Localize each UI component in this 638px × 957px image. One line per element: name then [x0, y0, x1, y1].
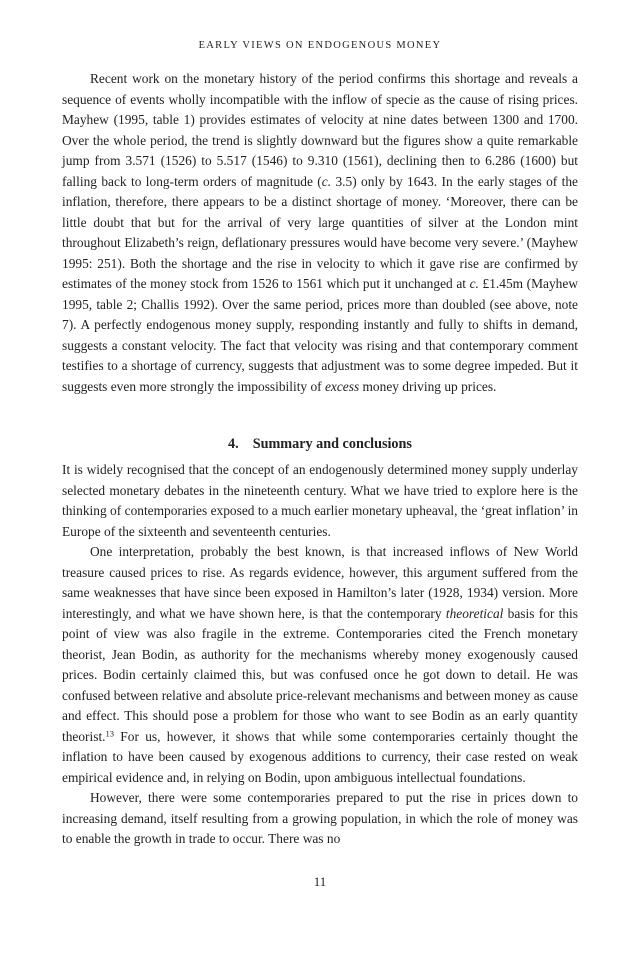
text-run: £1.45m (Mayhew 1995, table 2; Challis 1992). Over the same period, prices more than doubled (see above, note 7). A perfectly endogenous money supply, responding instantly and fully to shifts in demand, suggests a constant velocity. The fact that velocity was rising and that contemporary comment testifies to a shortage of currency, suggests that adjustment was to some degree impeded. But it suggests even more strongly the impossibility of	[62, 276, 578, 394]
conclusions-body	[62, 460, 578, 850]
paragraph-interpretation	[62, 542, 578, 788]
footnote-marker[interactable]: 13	[105, 727, 115, 738]
page	[62, 0, 578, 957]
section-title: Summary and conclusions	[252, 436, 412, 452]
paragraph-intro: It is widely recognised that the concept of an endogenously determined money supply underlay selected monetary debates in the nineteenth century. What we have tried to explore here is the thinking of contemporaries exposed to a much earlier monetary upheaval, the ‘great inflation’ in Europe of the sixteenth and seventeenth centuries.	[62, 462, 578, 539]
text-run: basis for this point of view was also fragile in the extreme. Contemporaries cited the French monetary theorist, Jean Bodin, as authority for the mechanisms whereby money exogenously caused prices. Bodin certainly claimed this, but was confused once he got down to detail. He was confused between relative and absolute price-relevant mechanisms and between money as cause and effect. This should pose a problem for those who want to see Bodin as an early quantity theorist.	[62, 605, 578, 744]
section-number: 4.	[228, 436, 239, 452]
text-run: Recent work on the monetary history of the period confirms this shortage and reveals a sequence of events wholly incompatible with the inflow of specie as the cause of rising prices. Mayhew (1995, table 1) provides estimates of velocity at nine dates between 1300 and 1700. Over the whole period, the trend is slightly downward but the figures show a quite remarkable jump from 3.571 (1526) to 5.517 (1546) to 9.310 (1561), declining then to 6.286 (1600) but falling back to long-term orders of magnitude (	[62, 71, 578, 189]
text-run: money driving up prices.	[359, 378, 497, 394]
section-heading	[62, 436, 578, 453]
page-number: 11	[313, 874, 327, 889]
italic-run: c.	[321, 173, 332, 189]
paragraph-demand: However, there were some contemporaries prepared to put the rise in prices down to increasing demand, itself resulting from a growing population, in which the role of money was to enable the growth in trade to occur. There was no	[62, 790, 578, 846]
text-run: For us, however, it shows that while some contemporaries certainly thought the inflation to have been caused by exogenous additions to currency, their case rested on weak empirical evidence and, in relying on Bodin, upon ambiguous intellectual foundations.	[62, 728, 578, 785]
running-head: EARLY VIEWS ON ENDOGENOUS MONEY	[198, 40, 442, 51]
italic-run: theoretical	[445, 605, 504, 621]
text-run: 3.5) only by 1643. In the early stages of the inflation, therefore, there appears to be a distinct shortage of money. ‘Moreover, there can be little doubt that but for the arrival of very large quantities of silver at the London mint throughout Elizabeth’s reign, deflationary pressures would have become very severe.’ (Mayhew 1995: 251). Both the shortage and the rise in velocity to which it gave rise are confirmed by estimates of the money stock from 1526 to 1561 which put it unchanged at	[62, 173, 578, 291]
text-run: One interpretation, probably the best known, is that increased inflows of New World treasure caused prices to rise. As regards evidence, however, this argument suffered from the same weaknesses that have since been exposed in Hamilton’s later (1928, 1934) version. More interestingly, and what we have shown here, is that the contemporary	[62, 544, 578, 621]
paragraph-velocity	[62, 69, 578, 397]
italic-run: c.	[469, 276, 479, 291]
italic-run: excess	[324, 378, 360, 394]
paragraph-text	[62, 69, 578, 397]
